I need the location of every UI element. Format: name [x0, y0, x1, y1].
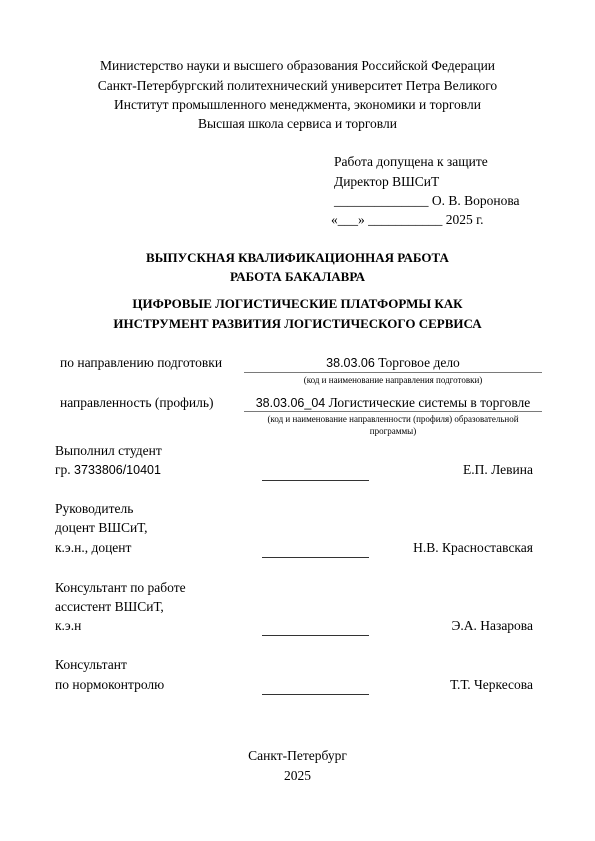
student-role: Выполнил студент [55, 443, 162, 458]
consultant-degree: к.э.н [55, 618, 82, 633]
profile-underline [244, 411, 542, 412]
student-group-number: 3733806/10401 [74, 463, 161, 477]
direction-label: по направлению подготовки [60, 355, 223, 370]
topic-line2: ИНСТРУМЕНТ РАЗВИТИЯ ЛОГИСТИЧЕСКОГО СЕРВИСА [113, 316, 482, 331]
consultant-name: Э.А. Назарова [451, 618, 533, 633]
student-group [55, 462, 161, 478]
normcontrol-signature-line [262, 694, 369, 695]
school-line: Высшая школа сервиса и торговли [198, 116, 397, 131]
normcontrol-name: Т.Т. Черкесова [450, 677, 533, 692]
direction-caption: (код и наименование направления подготовки) [303, 375, 483, 385]
supervisor-name: Н.В. Красноставская [413, 540, 533, 555]
profile-caption-line2: программы) [369, 426, 417, 436]
direction-underline [244, 372, 542, 373]
supervisor-position: доцент ВШСиТ, [55, 520, 148, 535]
work-type: ВЫПУСКНАЯ КВАЛИФИКАЦИОННАЯ РАБОТА [146, 250, 449, 265]
topic-line1: ЦИФРОВЫЕ ЛОГИСТИЧЕСКИЕ ПЛАТФОРМЫ КАК [132, 296, 463, 311]
normcontrol-role: Консультант [55, 657, 127, 672]
supervisor-signature-line [262, 557, 369, 558]
direction-code: 38.03.06 [326, 356, 375, 370]
approval-signature: ______________ О. В. Воронова [334, 193, 520, 208]
profile-code: 38.03.06_04 [255, 396, 326, 410]
approval-director: Директор ВШСиТ [334, 174, 440, 189]
profile-name: Логистические системы в торговле [325, 395, 531, 410]
approval-admitted: Работа допущена к защите [334, 154, 488, 169]
profile-caption-line1: (код и наименование направленности (профиля) образовательной [267, 414, 519, 424]
supervisor-role: Руководитель [55, 501, 134, 516]
student-name: Е.П. Левина [463, 462, 533, 477]
supervisor-degree: к.э.н., доцент [55, 540, 132, 555]
footer-year: 2025 [284, 768, 311, 783]
profile-label: направленность (профиль) [60, 395, 214, 410]
ministry-line: Министерство науки и высшего образования Российской Федерации [99, 58, 496, 73]
consultant-role: Консультант по работе [55, 580, 186, 595]
consultant-signature-line [262, 635, 369, 636]
normcontrol-role-line2: по нормоконтролю [55, 677, 165, 692]
institute-line: Институт промышленного менеджмента, экономики и торговли [114, 97, 481, 112]
direction-value [244, 355, 542, 371]
work-degree: РАБОТА БАКАЛАВРА [230, 269, 365, 284]
student-signature-line [262, 480, 369, 481]
university-line: Санкт-Петербургский политехнический университет Петра Великого [97, 78, 498, 93]
direction-name: Торговое дело [374, 355, 460, 370]
profile-value [244, 395, 542, 411]
footer-city: Санкт-Петербург [248, 748, 347, 763]
approval-date: «___» ___________ 2025 г. [331, 212, 484, 227]
consultant-position: ассистент ВШСиТ, [55, 599, 164, 614]
student-group-prefix: гр. [55, 462, 75, 477]
